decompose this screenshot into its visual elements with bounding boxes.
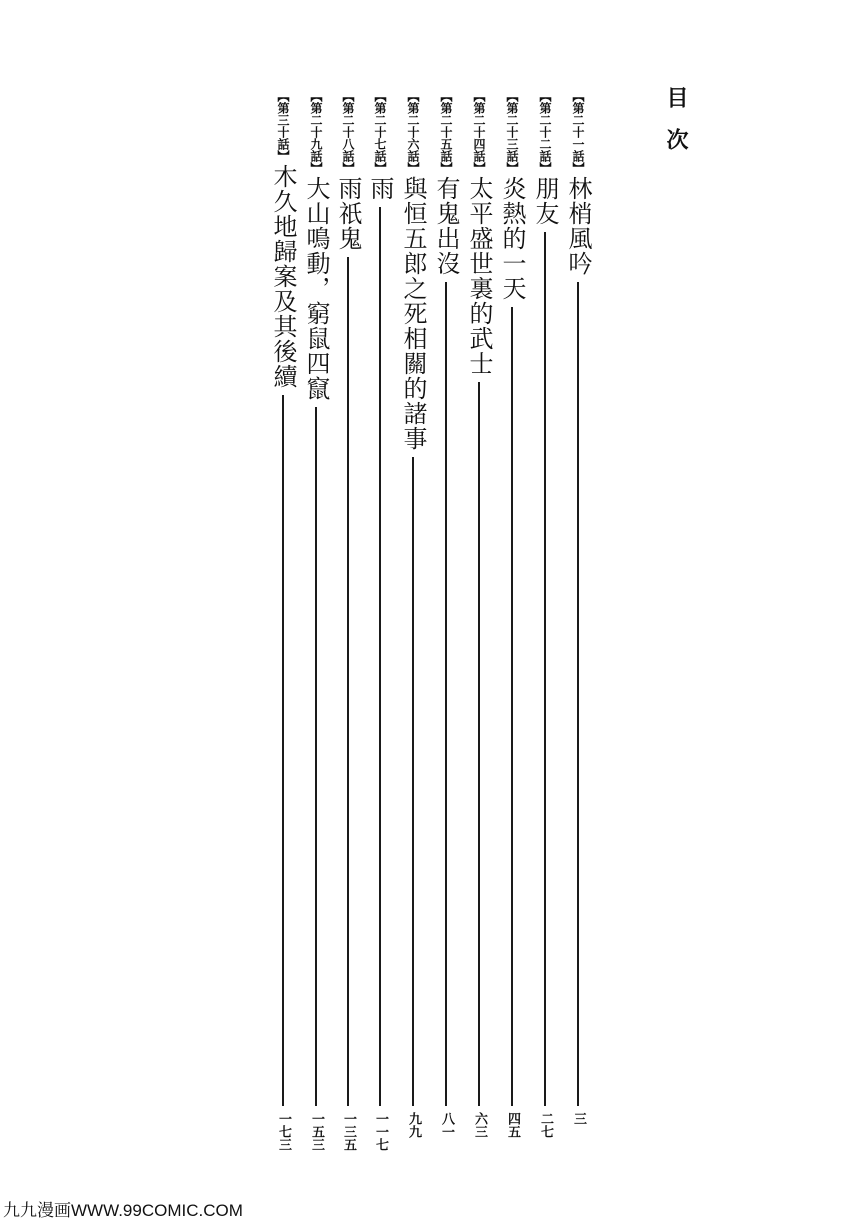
leader-line (511, 307, 513, 1106)
leader-line (544, 232, 546, 1106)
chapter-title: 有鬼出沒 (432, 176, 460, 276)
chapter-label: 【第二十六話】 (406, 90, 420, 174)
toc-entry-22[interactable] (530, 90, 560, 1170)
toc-entry-24[interactable] (464, 90, 494, 1170)
chapter-title: 太平盛世裏的武士 (465, 176, 493, 376)
toc-entry-23[interactable] (497, 90, 527, 1170)
page-number: 八一 (439, 1112, 454, 1138)
toc-entry-29[interactable] (301, 90, 331, 1170)
chapter-title: 大山鳴動，窮鼠四竄 (302, 176, 330, 401)
site-watermark: 九九漫画WWW.99COMIC.COM (3, 1201, 243, 1220)
toc-entry-21[interactable] (563, 90, 593, 1170)
page-number: 九九 (406, 1112, 421, 1138)
chapter-label: 【第三十話】 (276, 90, 290, 162)
chapter-label: 【第二十九話】 (309, 90, 323, 174)
chapter-label: 【第二十二話】 (538, 90, 552, 174)
page-number: 三 (571, 1112, 586, 1125)
page-number: 一一七 (373, 1112, 388, 1151)
leader-line (478, 382, 480, 1106)
chapter-label: 【第二十三話】 (505, 90, 519, 174)
chapter-label: 【第二十八話】 (341, 90, 355, 174)
toc-entry-26[interactable] (398, 90, 428, 1170)
chapter-title: 與恒五郎之死相關的諸事 (399, 176, 427, 451)
toc-entry-30[interactable] (268, 90, 298, 1170)
chapter-label: 【第二十七話】 (373, 90, 387, 174)
chapter-title: 雨祇鬼 (334, 176, 362, 251)
page-number: 二七 (538, 1112, 553, 1138)
leader-line (412, 457, 414, 1106)
leader-line (379, 207, 381, 1106)
page-number: 一三五 (341, 1112, 356, 1151)
page-number: 四五 (505, 1112, 520, 1138)
chapter-label: 【第二十四話】 (472, 90, 486, 174)
leader-line (445, 282, 447, 1106)
chapter-title: 炎熱的一天 (498, 176, 526, 301)
chapter-title: 朋友 (531, 176, 559, 226)
leader-line (577, 282, 579, 1106)
leader-line (347, 257, 349, 1106)
toc-entry-28[interactable] (333, 90, 363, 1170)
toc-entry-27[interactable] (365, 90, 395, 1170)
page-number: 一五三 (309, 1112, 324, 1151)
page-number: 一七三 (276, 1112, 291, 1151)
chapter-title: 雨 (366, 176, 394, 201)
page-number: 六三 (472, 1112, 487, 1138)
chapter-label: 【第二十五話】 (439, 90, 453, 174)
toc-entry-25[interactable] (431, 90, 461, 1170)
page-title: 目次 (663, 86, 689, 170)
chapter-label: 【第二十一話】 (571, 90, 585, 174)
leader-line (282, 395, 284, 1106)
leader-line (315, 407, 317, 1106)
chapter-title: 木久地歸案及其後續 (269, 164, 297, 389)
chapter-title: 林梢風吟 (564, 176, 592, 276)
